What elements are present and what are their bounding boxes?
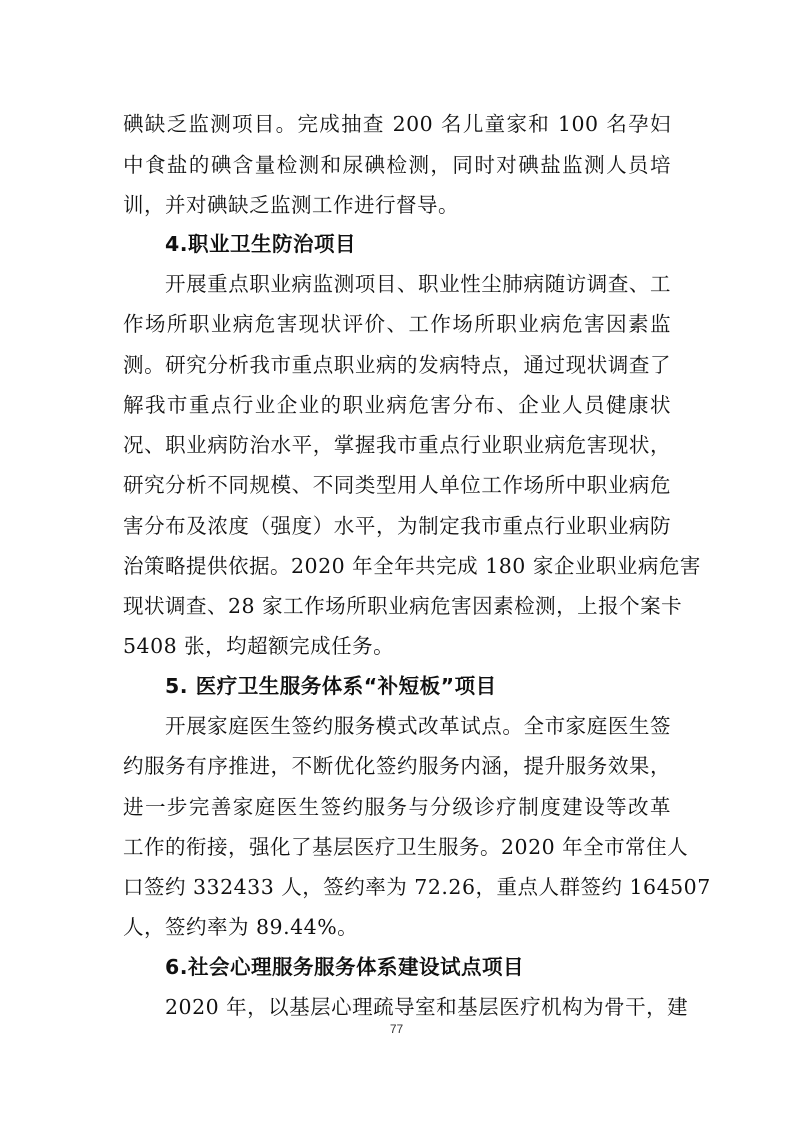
paragraph-line: 开展重点职业病监测项目、职业性尘肺病随访调查、工 <box>165 272 671 296</box>
paragraph-line: 害分布及浓度（强度）水平，为制定我市重点行业职业病防 <box>123 514 671 538</box>
paragraph-line: 开展家庭医生签约服务模式改革试点。全市家庭医生签 <box>165 714 671 738</box>
paragraph-line: 测。研究分析我市重点职业病的发病特点，通过现状调查了 <box>123 353 671 377</box>
section-heading-medical-service-system: 5. 医疗卫生服务体系“补短板”项目 <box>165 674 497 698</box>
paragraph-line: 工作的衔接，强化了基层医疗卫生服务。2020 年全市常住人 <box>123 835 689 859</box>
paragraph-line: 2020 年，以基层心理疏导室和基层医疗机构为骨干，建 <box>165 995 689 1019</box>
paragraph-line: 人，签约率为 89.44%。 <box>123 915 359 939</box>
paragraph-line: 5408 张，均超额完成任务。 <box>123 634 395 658</box>
paragraph-line: 现状调查、28 家工作场所职业病危害因素检测，上报个案卡 <box>123 594 683 618</box>
paragraph-line: 碘缺乏监测项目。完成抽查 200 名儿童家和 100 名孕妇 <box>123 112 671 136</box>
paragraph-line: 况、职业病防治水平，掌握我市重点行业职业病危害现状， <box>123 433 671 457</box>
paragraph-line: 研究分析不同规模、不同类型用人单位工作场所中职业病危 <box>123 473 671 497</box>
page-number: 77 <box>389 1022 404 1036</box>
paragraph-line: 进一步完善家庭医生签约服务与分级诊疗制度建设等改革 <box>123 795 671 819</box>
section-heading-social-psychology-service: 6.社会心理服务服务体系建设试点项目 <box>165 955 525 979</box>
paragraph-line: 解我市重点行业企业的职业病危害分布、企业人员健康状 <box>123 393 671 417</box>
section-heading-occupational-health: 4.职业卫生防治项目 <box>165 232 357 256</box>
paragraph-line: 训，并对碘缺乏监测工作进行督导。 <box>123 193 459 217</box>
paragraph-line: 中食盐的碘含量检测和尿碘检测，同时对碘盐监测人员培 <box>123 153 671 177</box>
paragraph-line: 约服务有序推进，不断优化签约服务内涵，提升服务效果， <box>123 754 671 778</box>
paragraph-line: 口签约 332433 人，签约率为 72.26，重点人群签约 164507 <box>123 875 711 899</box>
paragraph-line: 治策略提供依据。2020 年全年共完成 180 家企业职业病危害 <box>123 554 701 578</box>
paragraph-line: 作场所职业病危害现状评价、工作场所职业病危害因素监 <box>123 312 671 336</box>
